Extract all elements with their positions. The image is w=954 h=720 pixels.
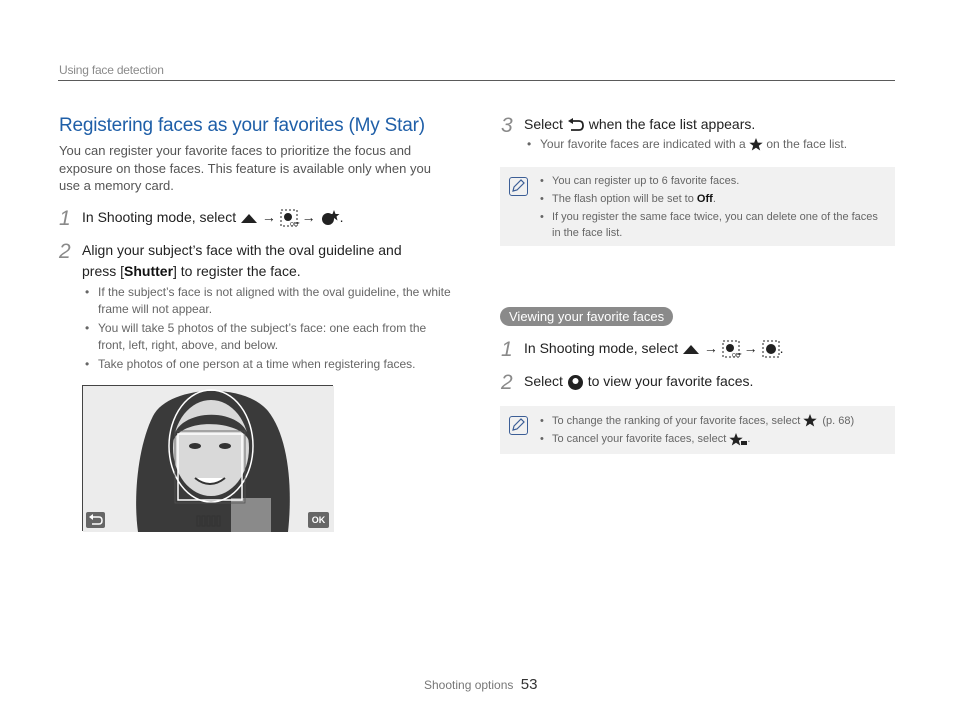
step-1-label: In Shooting mode, select <box>82 209 237 225</box>
list-item: • You can register up to 6 favorite faces. <box>538 173 883 189</box>
step-2-pre: press [ <box>82 263 125 279</box>
pencil-icon <box>510 417 526 433</box>
list-item <box>538 413 883 429</box>
camera-mode-up-icon <box>682 343 700 355</box>
note-post: . <box>747 433 751 445</box>
bullet-post: on the face list. <box>766 137 848 151</box>
note-pencil-icon <box>509 177 528 196</box>
step-3-post: when the face list appears. <box>588 116 756 132</box>
shutter-key: Shutter <box>124 263 174 279</box>
step-2-line1: Align your subject’s face with the oval guideline and <box>82 242 402 258</box>
step-3-pre: Select <box>524 116 563 132</box>
note-box-1 <box>500 167 895 246</box>
view-step-1-label: In Shooting mode, select <box>524 340 679 356</box>
step-2-text <box>82 240 462 282</box>
camera-mode-up-icon <box>240 212 258 224</box>
footer <box>424 676 537 693</box>
list-item <box>538 191 883 207</box>
step-3-number: 3 <box>501 114 513 137</box>
header-rule <box>58 80 895 81</box>
step-1-number: 1 <box>59 207 71 230</box>
arrow: → <box>261 209 276 225</box>
step-3-text <box>524 114 755 135</box>
step-2-number: 2 <box>59 240 71 263</box>
arrow: → <box>743 340 758 356</box>
list-item <box>538 431 883 447</box>
step-2-line2 <box>82 261 462 282</box>
back-icon <box>567 118 585 132</box>
note-pencil-icon <box>509 416 528 435</box>
note-box-2 <box>500 406 895 454</box>
my-star-list-icon <box>567 374 584 391</box>
back-arrow-icon <box>86 512 105 528</box>
view-step-2-pre: Select <box>524 373 563 389</box>
step-3-bullets <box>523 136 893 155</box>
list-item: • Take photos of one person at a time when registering faces. <box>81 356 456 373</box>
view-step-2-number: 2 <box>501 371 513 394</box>
view-step-2-text <box>524 371 753 392</box>
camera-screen-illustration <box>82 385 333 531</box>
step-2-bullets <box>81 284 456 375</box>
face-detect-off-icon <box>722 340 740 358</box>
view-step-1-text <box>524 338 783 359</box>
progress-bars-icon <box>196 515 222 527</box>
face-registration-image <box>83 386 334 532</box>
intro-text: You can register your favorite faces to prioritize the focus and exposure on those faces. This feature is available only when you use a memory card. <box>59 143 431 193</box>
arrow: → <box>703 340 718 356</box>
ranking-star-icon <box>803 414 819 428</box>
view-step-2-post: to view your favorite faces. <box>587 373 754 389</box>
star-icon <box>749 138 763 151</box>
progress-indicator <box>196 514 222 526</box>
note-1-bullets <box>538 173 883 243</box>
note-post: . <box>712 193 716 205</box>
my-star-icon <box>320 209 340 227</box>
cancel-favorite-icon <box>729 433 747 446</box>
face-list-icon <box>762 340 780 358</box>
view-step-1-number: 1 <box>501 338 513 361</box>
list-item: • If you register the same face twice, you can delete one of the faces in the face list. <box>538 209 883 241</box>
svg-text:OFF: OFF <box>289 222 300 229</box>
off-key: Off <box>696 193 713 205</box>
period: . <box>339 209 344 225</box>
face-detect-off-icon <box>280 209 298 227</box>
list-item: • If the subject’s face is not aligned with the oval guideline, the white frame will not appear. <box>81 284 456 318</box>
note-2-bullets <box>538 413 883 449</box>
note-pre: The flash option will be set to <box>552 193 694 205</box>
page-number: 53 <box>520 676 538 693</box>
pencil-icon <box>510 178 526 194</box>
note-pre: To cancel your favorite faces, select <box>552 433 727 445</box>
ok-button[interactable]: OK <box>308 512 329 528</box>
list-item: • You will take 5 photos of the subject’s face: one each from the front, left, right, above, and below. <box>81 320 456 354</box>
footer-label: Shooting options <box>424 678 514 692</box>
period: . <box>779 340 784 356</box>
section-label: Using face detection <box>59 63 164 77</box>
step-2-post: ] to register the face. <box>173 263 301 279</box>
list-item <box>523 136 893 153</box>
subsection-heading: Viewing your favorite faces <box>500 307 673 326</box>
back-button[interactable] <box>86 512 105 528</box>
section-title: Registering faces as your favorites (My Star) <box>59 115 425 136</box>
arrow: → <box>301 209 316 225</box>
step-1-text <box>82 207 343 228</box>
page-reference: (p. 68) <box>822 415 855 427</box>
note-pre: To change the ranking of your favorite faces, select <box>552 415 801 427</box>
svg-text:OFF: OFF <box>731 353 742 360</box>
bullet-pre: Your favorite faces are indicated with a <box>540 137 746 151</box>
